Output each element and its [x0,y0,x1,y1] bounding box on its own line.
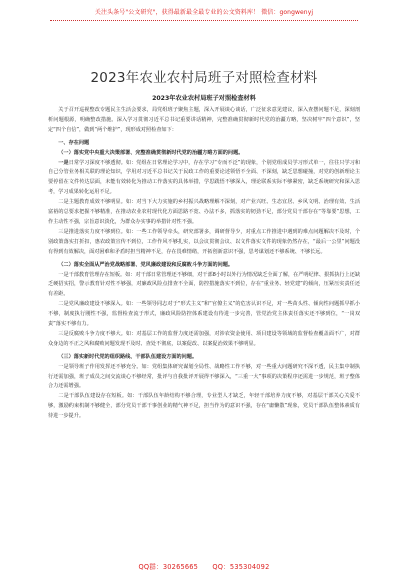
subsection-heading: （一）落实党中央重大决策部署、完整准确贯彻新时代党的治疆方略方面的问题。 [58,149,244,156]
body-paragraph: 三是推进落实力度不够到位。如：一些工作领导牵头，研究部署多，调研督导少，对重点工作推进中遇到的难点问题解决不及时，个别政策落实打折扣，惠农政策宣传不到位，工作作风不够扎实，以会议贯彻会议、以文件落实文件的现象仍然存在，“最后一公里”问题没有得到有效解决，面对困难和矛盾时担当精神不足，存在畏难情绪，开拓创新意识不强，思考谋划还不够系统、不够长远。 [48,228,360,255]
body-paragraph [48,159,360,199]
document-title: 2023年农业农村局班子对照检查材料 [90,70,318,86]
footer [0,561,408,571]
body-paragraph: 一是领导班子作用发挥还不够充分。如：党组集体研究谋划全局性、战略性工作不够，对一些重大问题研究不深不透，民主集中制执行还需加强，班子成员之间交流谈心不够经常，批评与自我批评开展得不够深入，“三重一大”事项的决策程序还需进一步规范，班子整体合力还需增强。 [48,363,360,390]
body-paragraph: 二是主题教育成效不够明显。如：对当下大力实施的乡村振兴战略理解不深刻，对产业兴旺、生态宜居、乡风文明、治理有效、生活富裕的总要求把握不够精准，在推动农业农村现代化方面思路不宽、办法不多，抓落实的韧劲不足，部分党员干部存在“等靠要”思想，工作主动性不强，宗旨意识淡化，为群众办实事的举措针对性不强。 [48,199,360,225]
body-paragraph: 二是党风廉政建设不够深入。如：一些领导同志对于“形式主义”和“官僚主义”的危害认识不足，对一些苗头性、倾向性问题抓早抓小不够，制度执行刚性不强，监督检查流于形式，廉政风险防控体系建设有待进一步完善，管党治党主体责任落实还不够到位，“一岗双责”落实不够有力。 [48,301,360,328]
body-paragraph: 一是干部教育管理存在短板。如：对干部日常管理还不够细，对干部8小时以外行为情况缺乏全面了解，在严明纪律、狠抓执行上还缺乏硬招实招，警示教育针对性不够强，对廉政风险点排查不全面，防控措施落实不到位，存在“重业务、轻党建”的倾向，压紧压实责任还有差距。 [48,271,360,298]
intro-paragraph: 关于召开巡视整改专题民主生活会要求，局党组班子聚焦主题，深入开展谈心谈话，广泛征求意见建议，深入查摆问题不足，深刻剖析问题根源，明确整改措施。深入学习贯彻习近平总书记重要讲话精神，完整准确贯彻新时代党的治疆方略，坚决树牢“四个意识”，坚定“四个自信”，做到“两个维护”，现形成对照检查如下： [48,107,360,133]
footer-qq-group: QQ群：30265665 [138,563,199,571]
paragraph-text: 日常学习深度不够透彻。如：党组在日常理论学习中，存在学习“专而不泛”的现象，个别党组成员学习形式单一，往往只学习和自己分管业务相关联的理论知识，学用对习近平总书记关于民政工作的重要论述领悟不全面、不深刻，缺乏思想碰撞，对党的创新理论主要停留在文件传达层面，未能有效转化为推动工作落实的具体举措，学思践悟不够深入，理论联系实际不够紧密，缺乏系统研究和深入思考，学习成果转化运用不足。 [48,159,361,196]
lead-label: 一是 [58,159,69,166]
document-subtitle: 2023年农业农村局班子对照检查材料 [152,95,256,102]
document-body [48,106,360,422]
section-heading: 一、存在问题 [58,139,90,146]
body-paragraph: 二是干部队伍建设存在短板。如：干部队伍年龄结构不够合理，专业型人才缺乏，年轻干部培养力度不够，对基层干部关心关爱不够，激励约束机制不够健全，部分党员干部干事创业的精气神不足，担当作为的意识不强，存在“庸懒散”现象，党员干部队伍整体素质有待进一步提升。 [48,393,360,420]
top-banner: 关注头条号"公文研究"，获得最新最全最专业的公文资料库！ 微信：gongwenyj [50,6,358,21]
subsection-heading: （三）落实新时代党的组织路线、干部队伍建设方面的问题。 [58,353,198,360]
body-paragraph: 三是反腐败斗争力度不够大。如：对基层工作的监督力度还需加强，对涉农资金使用、项目建设等领域的监督检查覆盖面不广，对群众身边的不正之风和腐败问题发现不及时、查处不彻底，以案促改、以案促治效果不够明显。 [48,330,360,347]
subsection-heading: （二）落实全面从严治党战略部署、党风廉政建设和反腐败斗争方面的问题。 [58,261,234,268]
footer-qq: QQ：535304092 [212,563,270,571]
